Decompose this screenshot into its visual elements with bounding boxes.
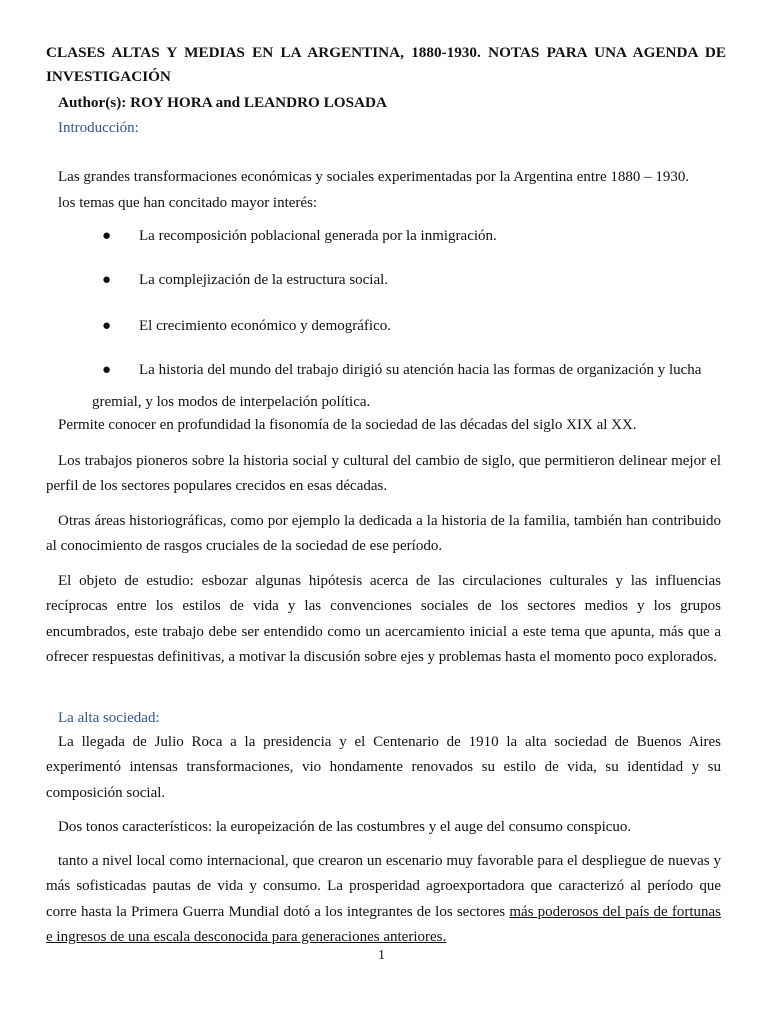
alta-sociedad-paragraph-1: La llegada de Julio Roca a la presidencia y el Centenario de 1910 la alta sociedad de Buenos Aires experimentó intensas transformaciones, vio hondamente renovados su estilo de vida, su identidad y su composición social. bbox=[46, 734, 721, 801]
intro-paragraph-2: los temas que han concitado mayor interés: bbox=[58, 195, 318, 211]
list-item-continuation: gremial, y los modos de interpelación política. bbox=[92, 394, 371, 410]
intro-paragraph-5: Otras áreas historiográficas, como por ejemplo la dedicada a la historia de la familia, también han contribuido al conocimiento de rasgos cruciales de la sociedad de ese período. bbox=[46, 513, 721, 555]
intro-paragraph-4: Los trabajos pioneros sobre la historia social y cultural del cambio de siglo, que permitieron delinear mejor el perfil de los sectores populares crecidos en esas décadas. bbox=[46, 453, 721, 495]
intro-heading: Introducción: bbox=[58, 120, 139, 136]
alta-sociedad-paragraph-3 bbox=[46, 849, 721, 951]
intro-paragraph-6: El objeto de estudio: esbozar algunas hipótesis acerca de las circulaciones culturales y las influencias recíprocas entre los estilos de vida y las convenciones sociales de los sectores medios y los grupos encumbrados, este trabajo debe ser entendido como un acercamiento inicial a este tema que apunta, más que a ofrecer respuestas definitivas, a motivar la discusión sobre ejes y problemas hasta el momento poco explorados. bbox=[46, 573, 721, 666]
underlined-text: más poderosos del país de fortunas e ingresos de una escala desconocida para generaciones anteriores. bbox=[46, 903, 722, 946]
list-item-text: La complejización de la estructura social. bbox=[139, 272, 389, 288]
bullet-icon: ● bbox=[102, 272, 112, 288]
intro-paragraph-3: Permite conocer en profundidad la fisonomía de la sociedad de las décadas del siglo XIX al XX. bbox=[58, 417, 637, 433]
list-item-text: La historia del mundo del trabajo dirigió su atención hacia las formas de organización y lucha bbox=[139, 362, 702, 378]
document-authors: Author(s): ROY HORA and LEANDRO LOSADA bbox=[58, 94, 387, 111]
bullet-icon: ● bbox=[102, 228, 112, 244]
document-title: CLASES ALTAS Y MEDIAS EN LA ARGENTINA, 1880-1930. NOTAS PARA UNA AGENDA DE INVESTIGACIÓN bbox=[46, 44, 726, 85]
paragraph-text: tanto a nivel local como internacional, que crearon un escenario muy favorable para el despliegue de nuevas y más sofisticadas pautas de vida y consumo. La prosperidad agroexportadora que caracterizó al período que corre hasta la Primera Guerra Mundial dotó a los integrantes de los sectores bbox=[46, 853, 721, 920]
list-item-text: El crecimiento económico y demográfico. bbox=[139, 318, 391, 334]
alta-sociedad-heading: La alta sociedad: bbox=[58, 710, 160, 726]
page-number: 1 bbox=[378, 948, 385, 963]
intro-paragraph-1: Las grandes transformaciones económicas y sociales experimentadas por la Argentina entre 1880 – 1930. bbox=[58, 169, 690, 185]
bullet-icon: ● bbox=[102, 318, 112, 334]
alta-sociedad-paragraph-2: Dos tonos característicos: la europeización de las costumbres y el auge del consumo conspicuo. bbox=[58, 819, 632, 835]
bullet-icon: ● bbox=[102, 362, 112, 378]
list-item-text: La recomposición poblacional generada por la inmigración. bbox=[139, 228, 497, 244]
